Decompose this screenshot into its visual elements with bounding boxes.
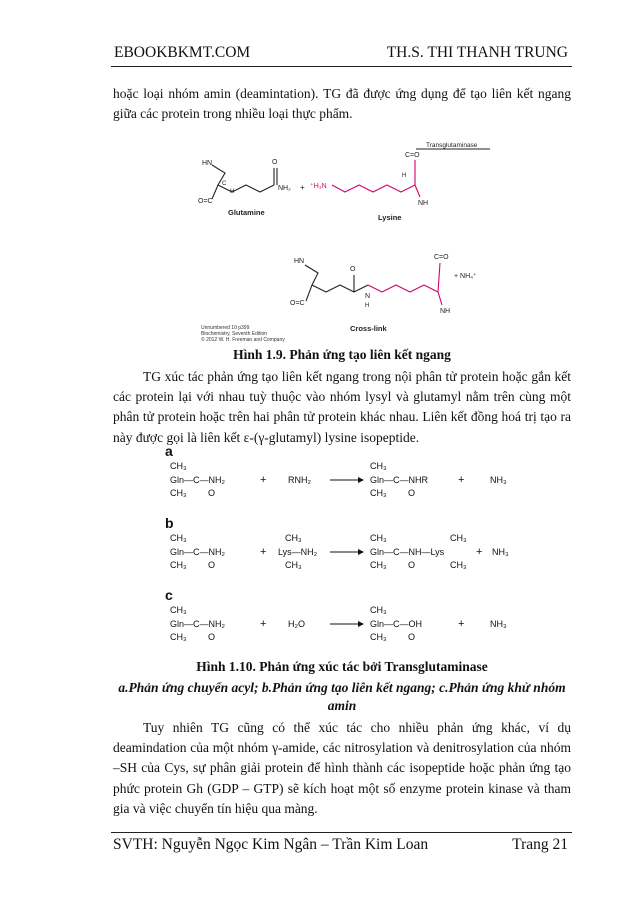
svg-text:CH₃: CH₃ <box>170 533 187 543</box>
svg-text:CH₃: CH₃ <box>370 488 387 498</box>
figure-1-9-caption: Hình 1.9. Phản ứng tạo liên kết ngang <box>233 347 451 362</box>
svg-text:CH₃: CH₃ <box>370 560 387 570</box>
svg-text:CH₃: CH₃ <box>170 632 187 642</box>
crosslink-reaction-figure <box>190 135 490 335</box>
plus-sign: + <box>300 183 305 192</box>
header-left: EBOOKBKMT.COM <box>114 44 251 61</box>
reaction-b-reagent: Lys—NH₂ <box>278 547 318 557</box>
svg-text:NH: NH <box>418 200 429 207</box>
svg-text:HN: HN <box>294 258 305 265</box>
figure-1-10-subcaption: a.Phản ứng chuyển acyl; b.Phản ứng tạo liên kết ngang; c.Phản ứng khử nhóm amin <box>118 680 566 713</box>
svg-text:CH₃: CH₃ <box>370 605 387 615</box>
page-header <box>114 44 568 66</box>
svg-text:+: + <box>260 474 267 486</box>
ammonium-product: + NH₄⁺ <box>454 273 477 280</box>
paragraph-1: hoặc loại nhóm amin (deamintation). TG đã được ứng dụng để tạo liên kết ngang giữa các protein trong nhiều loại thực phẩm. <box>113 86 571 122</box>
reaction-b-byproduct: NH₃ <box>492 547 509 557</box>
glutamine-hn: HN <box>202 160 213 167</box>
footer-authors: SVTH: Nguyễn Ngọc Kim Ngân – Trần Kim Loan <box>113 836 429 853</box>
reaction-c-substrate: Gln—C—NH₂ <box>170 619 225 629</box>
svg-text:CH₃: CH₃ <box>170 488 187 498</box>
svg-text:O: O <box>350 266 356 273</box>
paragraph-3: Tuy nhiên TG cũng có thể xúc tác cho nhiều phản ứng khác, ví dụ deamindation của một nhóm γ-amide, các nitrosylation và denitrosylation của nhóm –SH của Cys, sự phân giải protein để hình thành các isopeptide hoặc phản ứng tạo phức protein Gh (GDP – GTP) sẽ kích hoạt một số enzyme protein kinase và tham gia và việc chuyển tín hiệu qua màng. <box>113 720 571 816</box>
figure-source-note: Unnumbered 10 p399 Biochemistry, Seventh Edition © 2012 W. H. Freeman and Company <box>201 325 285 343</box>
lysine-h3n: ⁺H₃N <box>310 183 327 190</box>
reaction-c-label: c <box>165 587 173 603</box>
svg-text:+: + <box>260 546 267 558</box>
reaction-c-reagent: H₂O <box>288 619 305 629</box>
glutamine-label: Glutamine <box>228 208 265 217</box>
svg-text:CH₃: CH₃ <box>285 560 302 570</box>
transglutaminase-reactions-figure <box>160 440 530 658</box>
svg-text:+: + <box>458 618 465 630</box>
svg-text:H: H <box>230 189 235 195</box>
svg-text:O: O <box>208 488 216 498</box>
reaction-c-product: Gln—C—OH <box>370 619 423 629</box>
svg-text:CH₃: CH₃ <box>450 533 467 543</box>
glutamine-nh2: NH₂ <box>278 185 291 192</box>
paragraph-2: TG xúc tác phản ứng tạo liên kết ngang trong nội phân tử protein hoặc gắn kết các protein lại với nhau tuỳ thuộc vào nhóm lysyl và glutamyl nằm trên cùng một phân tử protein hoặc trên hai phân tử protein khác nhau. Liên kết đồng hoá trị tạo ra này được gọi là liên kết ε-(γ-glutamyl) lysine isopeptide. <box>113 369 571 445</box>
svg-text:N: N <box>365 293 371 300</box>
reaction-a-label: a <box>165 443 173 459</box>
svg-text:CH₃: CH₃ <box>370 533 387 543</box>
header-rule <box>111 66 572 67</box>
svg-text:+: + <box>458 474 465 486</box>
svg-text:O: O <box>208 632 216 642</box>
svg-text:NH: NH <box>440 308 451 315</box>
svg-text:O: O <box>408 488 416 498</box>
footer-rule <box>111 832 572 833</box>
svg-text:+: + <box>260 618 267 630</box>
svg-text:CH₃: CH₃ <box>170 605 187 615</box>
svg-text:O=C: O=C <box>198 198 213 205</box>
svg-text:+: + <box>476 546 483 558</box>
reaction-a-reagent: RNH₂ <box>288 475 311 485</box>
page-footer <box>113 836 568 854</box>
svg-text:CH₃: CH₃ <box>170 461 187 471</box>
svg-text:C: C <box>222 181 227 187</box>
svg-text:C=O: C=O <box>405 152 420 159</box>
reaction-b-substrate: Gln—C—NH₂ <box>170 547 225 557</box>
svg-text:H: H <box>402 173 407 179</box>
svg-text:O: O <box>272 159 278 166</box>
reaction-b-product: Gln—C—NH—Lys <box>370 547 445 557</box>
svg-text:H: H <box>365 303 370 309</box>
svg-text:CH₃: CH₃ <box>170 560 187 570</box>
svg-text:O=C: O=C <box>290 300 305 307</box>
svg-text:C=O: C=O <box>434 254 449 261</box>
figure-1-10-caption: Hình 1.10. Phản ứng xúc tác bởi Transglutaminase <box>196 659 488 674</box>
svg-text:CH₃: CH₃ <box>285 533 302 543</box>
page-number: Trang 21 <box>512 836 568 853</box>
reaction-a-substrate: Gln—C—NH₂ <box>170 475 225 485</box>
svg-text:CH₃: CH₃ <box>370 632 387 642</box>
enzyme-label: Transglutaminase <box>426 142 478 149</box>
svg-text:O: O <box>208 560 216 570</box>
lysine-label: Lysine <box>378 213 402 222</box>
header-right: TH.S. THI THANH TRUNG <box>386 44 568 61</box>
svg-text:O: O <box>408 632 416 642</box>
reaction-b-label: b <box>165 515 174 531</box>
reaction-a-byproduct: NH₃ <box>490 475 507 485</box>
svg-text:O: O <box>408 560 416 570</box>
svg-text:CH₃: CH₃ <box>450 560 467 570</box>
crosslink-label: Cross-link <box>350 324 387 333</box>
reaction-a-product: Gln—C—NHR <box>370 475 429 485</box>
reaction-c-byproduct: NH₃ <box>490 619 507 629</box>
svg-text:CH₃: CH₃ <box>370 461 387 471</box>
